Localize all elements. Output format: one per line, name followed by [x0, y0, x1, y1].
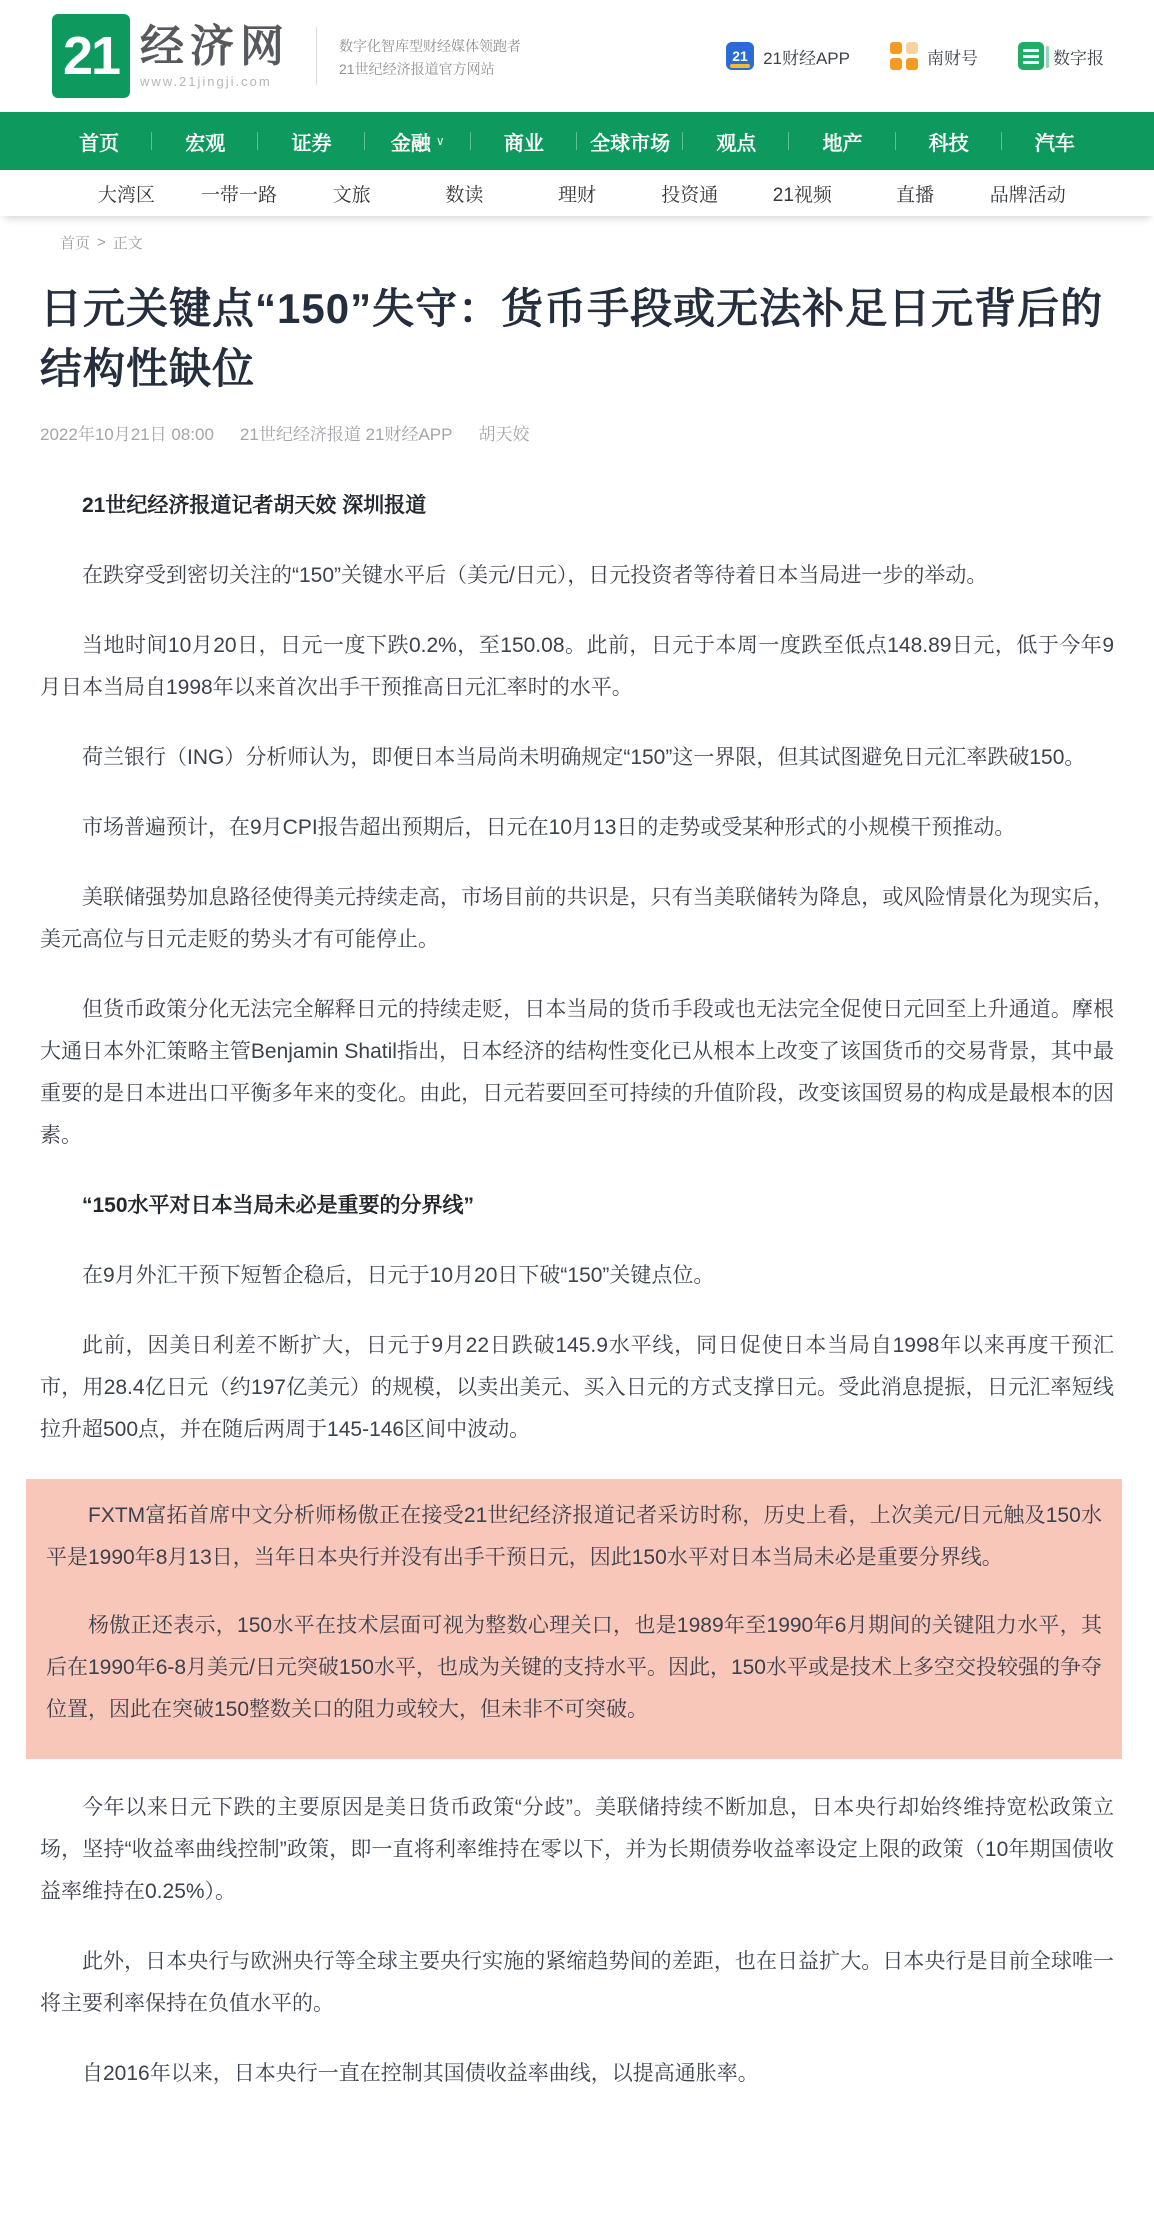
article-meta [40, 420, 1114, 445]
article-paragraph: 此前，因美日利差不断扩大，日元于9月22日跌破145.9水平线，同日促使日本当局自1998年以来再度干预汇市，用28.4亿日元（约197亿美元）的规模，以卖出美元、买入日元的方式支撑日元。受此消息提振，日元汇率短线拉升超500点，并在随后两周于145-146区间中波动。 [40, 1334, 1114, 1442]
article-datetime: 2022年10月21日 08:00 [40, 425, 214, 445]
article-paragraph: 在跌穿受到密切关注的“150”关键水平后（美元/日元），日元投资者等待着日本当局进一步的举动。 [82, 564, 988, 588]
secondary-nav-item[interactable]: 直播 [896, 184, 935, 206]
logo-21-badge: 21 [52, 14, 130, 98]
secondary-nav-item[interactable]: 21视频 [772, 184, 832, 206]
secondary-nav-list [0, 170, 1154, 216]
primary-nav-item[interactable]: 证券 [258, 112, 364, 170]
secondary-nav-item[interactable]: 数读 [445, 184, 484, 206]
breadcrumb-current: 正文 [112, 235, 143, 252]
primary-nav-list [0, 112, 1154, 170]
article-body [40, 485, 1114, 2095]
secondary-nav-item[interactable]: 投资通 [661, 184, 719, 206]
primary-nav-item[interactable]: 宏观 [152, 112, 258, 170]
app-link-label: 数字报 [1053, 48, 1104, 68]
secondary-nav-item[interactable]: 品牌活动 [989, 184, 1066, 206]
nancaihao-icon [890, 42, 918, 70]
primary-nav-item[interactable]: 地产 [789, 112, 895, 170]
app-link-label: 21财经APP [763, 48, 850, 68]
article-paragraph: 在9月外汇干预下短暂企稳后，日元于10月20日下破“150”关键点位。 [82, 1264, 715, 1288]
highlight-paragraph: FXTM富拓首席中文分析师杨傲正在接受21世纪经济报道记者采访时称，历史上看，上次美元/日元触及150水平是1990年8月13日，当年日本央行并没有出手干预日元，因此150水平对日本当局未必是重要分界线。 [46, 1504, 1102, 1570]
digital-paper-icon [1018, 42, 1044, 70]
section-subheading: “150水平对日本当局未必是重要的分界线” [82, 1194, 475, 1218]
article [40, 279, 1114, 2153]
highlight-paragraph: 杨傲正还表示，150水平在技术层面可视为整数心理关口，也是1989年至1990年6月期间的关键阻力水平，其后在1990年6-8月美元/日元突破150水平，也成为关键的支持水平。因此，150水平或是技术上多空交投较强的争夺位置，因此在突破150整数关口的阻力或较大，但未非不可突破。 [46, 1614, 1102, 1722]
header-app-links [726, 42, 1126, 70]
article-paragraph: 但货币政策分化无法完全解释日元的持续走贬，日本当局的货币手段或也无法完全促使日元回至上升通道。摩根大通日本外汇策略主管Benjamin Shatil指出，日本经济的结构性变化已从根本上改变了该国货币的交易背景，其中最重要的是日本进出口平衡多年来的变化。由此，日元若要回至可持续的升值阶段，改变该国贸易的构成是最根本的因素。 [40, 998, 1114, 1148]
article-paragraph: 当地时间10月20日，日元一度下跌0.2%，至150.08。此前，日元于本周一度跌至低点148.89日元，低于今年9月日本当局自1998年以来首次出手干预推高日元汇率时的水平。 [40, 634, 1114, 700]
chevron-down-icon: ∨ [435, 134, 445, 148]
article-paragraph: 荷兰银行（ING）分析师认为，即便日本当局尚未明确规定“150”这一界限，但其试图避免日元汇率跌破150。 [82, 746, 1086, 770]
breadcrumb-home-link[interactable]: 首页 [60, 235, 91, 252]
article-title: 日元关键点“150”失守：货币手段或无法补足日元背后的结构性缺位 [40, 285, 1104, 392]
breadcrumb-separator: > [97, 234, 106, 251]
article-source: 21世纪经济报道 21财经APP [239, 425, 453, 445]
secondary-nav-item[interactable]: 文旅 [332, 184, 371, 206]
primary-nav-item[interactable]: 科技 [896, 112, 1002, 170]
site-logo[interactable] [52, 14, 290, 98]
article-paragraph: 今年以来日元下跌的主要原因是美日货币政策“分歧”。美联储持续不断加息，日本央行却始终维持宽松政策立场，坚持“收益率曲线控制”政策，即一直将利率维持在零以下，并为长期债券收益率设定上限的政策（10年期国债收益率维持在0.25%）。 [40, 1796, 1114, 1904]
site-header [0, 0, 1154, 112]
article-lead: 21世纪经济报道记者胡天姣 深圳报道 [82, 494, 427, 518]
breadcrumb [0, 216, 1154, 253]
secondary-nav-item[interactable]: 一带一路 [201, 184, 278, 206]
article-paragraph: 此外，日本央行与欧洲央行等全球主要央行实施的紧缩趋势间的差距，也在日益扩大。日本央行是目前全球唯一将主要利率保持在负值水平的。 [40, 1950, 1114, 2016]
primary-nav [0, 112, 1154, 170]
site-tagline [339, 31, 521, 81]
primary-nav-item[interactable]: 商业 [471, 112, 577, 170]
article-paragraph: 美联储强势加息路径使得美元持续走高，市场目前的共识是，只有当美联储转为降息，或风险情景化为现实后，美元高位与日元走贬的势头才有可能停止。 [40, 886, 1114, 952]
primary-nav-item[interactable]: 汽车 [1034, 132, 1075, 155]
primary-nav-item[interactable]: 首页 [46, 112, 152, 170]
secondary-nav-item[interactable]: 理财 [558, 184, 597, 206]
article-paragraph: 市场普遍预计，在9月CPI报告超出预期后，日元在10月13日的走势或受某种形式的小规模干预推动。 [82, 816, 1016, 840]
primary-nav-item[interactable]: 全球市场 [577, 112, 683, 170]
article-paragraph: 自2016年以来，日本央行一直在控制其国债收益率曲线，以提高通胀率。 [82, 2062, 759, 2086]
site-url: www.21jingji.com [140, 73, 272, 89]
tagline-line-2: 21世纪经济报道官方网站 [339, 61, 495, 77]
app-link-digital-paper[interactable] [1018, 42, 1104, 70]
app-link-label: 南财号 [927, 48, 978, 68]
header-divider [316, 27, 317, 85]
21app-icon: 21 [726, 42, 754, 70]
primary-nav-item[interactable]: 观点 [683, 112, 789, 170]
article-author: 胡天姣 [478, 425, 530, 445]
tagline-line-1: 数字化智库型财经媒体领跑者 [339, 38, 521, 54]
app-link-nancaihao[interactable] [890, 42, 978, 70]
site-name: 经济网 [140, 22, 290, 72]
secondary-nav [0, 170, 1154, 216]
app-link-21caijing[interactable] [726, 42, 850, 70]
secondary-nav-item[interactable]: 大湾区 [97, 184, 155, 206]
primary-nav-item[interactable]: 金融 ∨ [365, 112, 471, 170]
highlighted-block [26, 1479, 1122, 1759]
